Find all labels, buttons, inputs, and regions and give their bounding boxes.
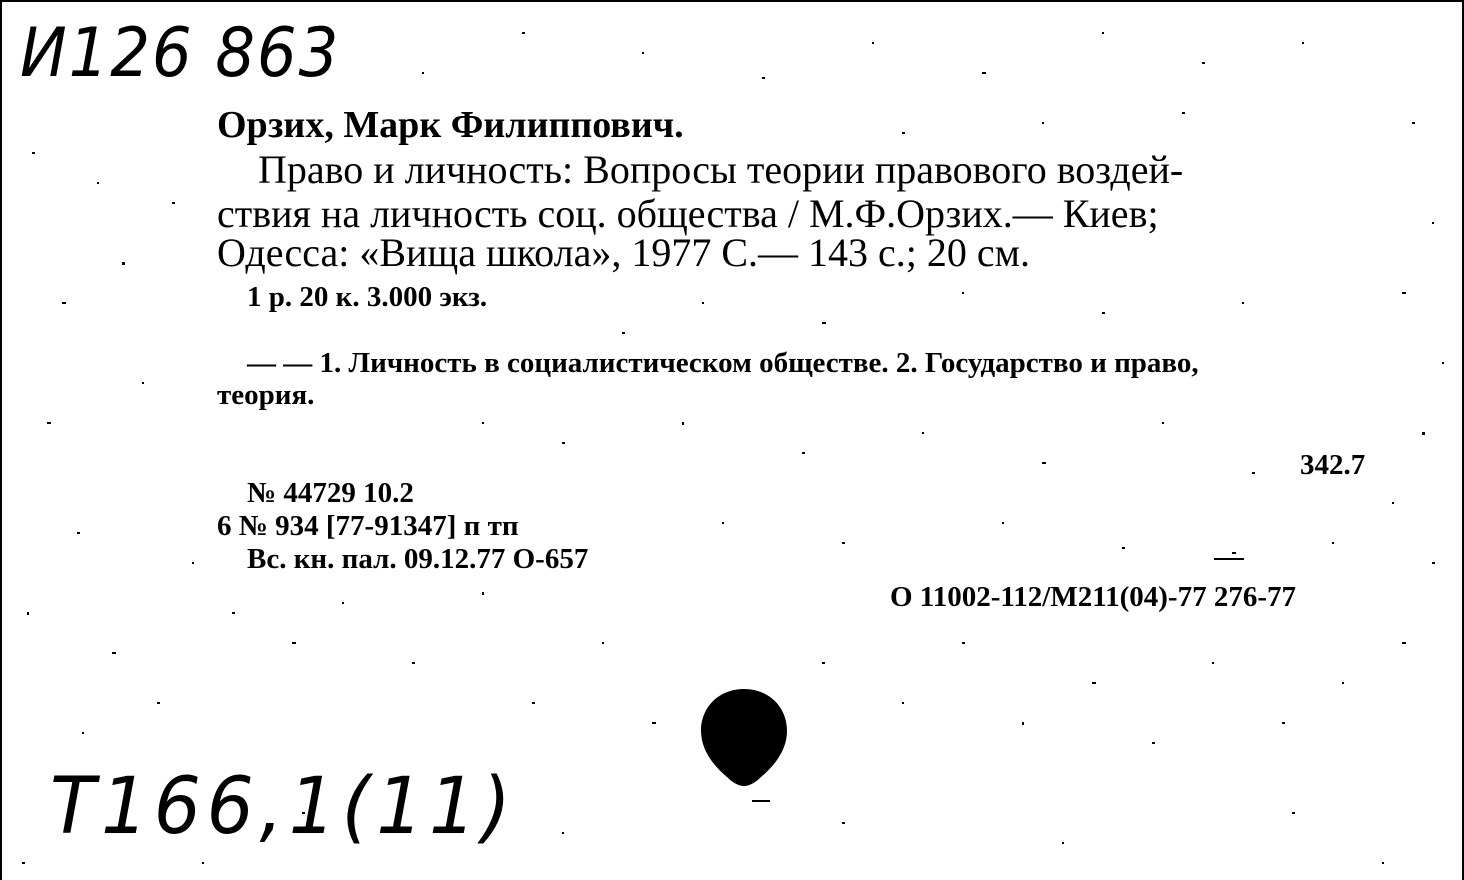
classification-number: 342.7: [1300, 449, 1366, 481]
punch-hole: [699, 687, 789, 787]
handwritten-call-number: Т166,1(11): [50, 762, 517, 852]
publisher-code: О 11002-112/М211(04)-77 276-77: [890, 581, 1296, 613]
book-chamber-stamp: Вс. кн. пал. 09.12.77 О-657: [247, 543, 589, 575]
title-line-3: Одесса: «Вища школа», 1977 С.— 143 с.; 20 см.: [217, 230, 1030, 275]
price-and-print-run: 1 р. 20 к. 3.000 экз.: [247, 281, 488, 313]
title-line-1: Право и личность: Вопросы теории правового воздей-: [258, 147, 1184, 192]
author-heading: Орзих, Марк Филиппович.: [217, 104, 684, 146]
record-number: 6 № 934 [77-91347] п тп: [217, 510, 519, 542]
title-line-2: ствия на личность соц. общества / М.Ф.Орзих.— Киев;: [217, 191, 1159, 236]
card-number: № 44729 10.2: [247, 477, 414, 509]
subject-headings-line-1: — — 1. Личность в социалистическом обществе. 2. Государство и право,: [247, 347, 1199, 379]
subject-headings-line-2: теория.: [217, 379, 315, 411]
handwritten-shelf-mark: И126 863: [20, 14, 341, 93]
